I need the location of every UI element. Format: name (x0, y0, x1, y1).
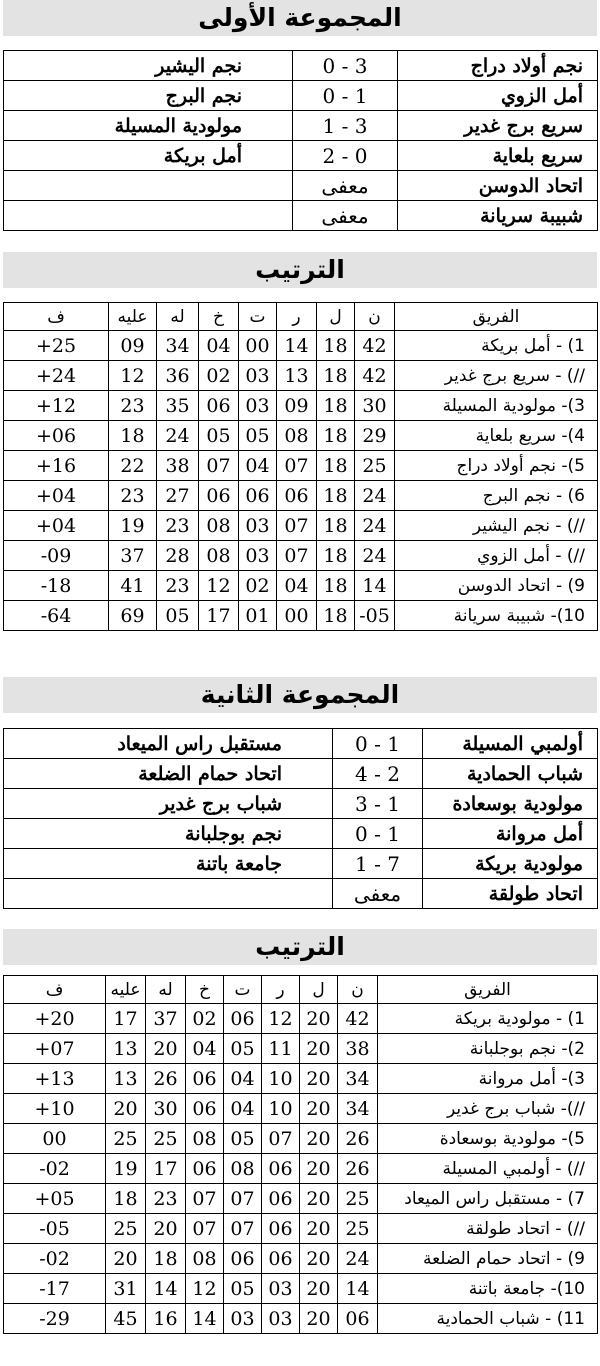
stat-cell: 06 (262, 1154, 300, 1184)
stat-cell: 17 (106, 1004, 146, 1034)
stat-cell: 18- (4, 571, 109, 601)
stat-cell: 06 (186, 1154, 224, 1184)
stat-cell: 04 (186, 1034, 224, 1064)
stat-cell: 14 (186, 1304, 224, 1334)
standings-row (4, 1094, 598, 1124)
team-name: 3)- مولودية المسيلة (395, 391, 598, 421)
column-header: ل (300, 976, 338, 1004)
standings-row (4, 1244, 598, 1274)
stat-cell: 36 (157, 361, 199, 391)
group2-standings-title: الترتيب (3, 929, 597, 965)
stat-cell: 06 (262, 1244, 300, 1274)
stat-cell: 18 (317, 511, 355, 541)
stat-cell: 08 (277, 421, 317, 451)
stat-cell: 09- (4, 541, 109, 571)
stat-cell: 02 (239, 571, 277, 601)
stat-cell: 18 (317, 391, 355, 421)
away-team: نجم البرج (4, 81, 293, 111)
away-team (4, 201, 293, 231)
home-team: سريع بلعاية (398, 141, 598, 171)
stat-cell: 20 (300, 1094, 338, 1124)
match-score: معفى (293, 171, 398, 201)
stat-cell: 30 (355, 391, 395, 421)
standings-row (4, 421, 598, 451)
stat-cell: 09 (277, 391, 317, 421)
away-team: شباب برج غدير (4, 789, 333, 819)
stat-cell: 35 (157, 391, 199, 421)
stat-cell: 16+ (4, 451, 109, 481)
standings-row (4, 1304, 598, 1334)
match-score: 3 - 1 (293, 111, 398, 141)
stat-cell: 25 (338, 1214, 378, 1244)
column-header: ف (4, 976, 106, 1004)
stat-cell: 03 (239, 511, 277, 541)
stat-cell: 04 (239, 451, 277, 481)
result-row (4, 171, 598, 201)
stat-cell: 06 (186, 1094, 224, 1124)
stat-cell: 23 (109, 391, 157, 421)
stat-cell: 23 (146, 1184, 186, 1214)
result-row (4, 789, 598, 819)
away-team: مستقبل راس الميعاد (4, 729, 333, 759)
stat-cell: 18 (317, 331, 355, 361)
stat-cell: 06 (338, 1304, 378, 1334)
group1-results-table (3, 50, 598, 231)
stat-cell: 03 (262, 1274, 300, 1304)
stat-cell: 25 (355, 451, 395, 481)
column-header: خ (186, 976, 224, 1004)
stat-cell: 18 (317, 541, 355, 571)
team-name: 5)- نجم أولاد دراج (395, 451, 598, 481)
stat-cell: 09 (109, 331, 157, 361)
stat-cell: 02 (186, 1004, 224, 1034)
result-row (4, 819, 598, 849)
stat-cell: 18 (317, 421, 355, 451)
stat-cell: 18 (317, 481, 355, 511)
standings-row (4, 391, 598, 421)
home-team: شبيبة سريانة (398, 201, 598, 231)
stat-cell: 05- (4, 1214, 106, 1244)
stat-cell: 20 (300, 1184, 338, 1214)
stat-cell: 20 (300, 1244, 338, 1274)
team-name: 11) - شباب الحمادية (378, 1304, 598, 1334)
group1-standings-table (3, 302, 598, 631)
home-team: أمل الزوي (398, 81, 598, 111)
column-header: ت (239, 303, 277, 331)
stat-cell: 16 (146, 1304, 186, 1334)
stat-cell: 18 (146, 1244, 186, 1274)
column-header: عليه (106, 976, 146, 1004)
group2-standings-table (3, 975, 598, 1334)
standings-row (4, 1154, 598, 1184)
match-score: 1 - 0 (293, 81, 398, 111)
standings-row (4, 1274, 598, 1304)
stat-cell: 06 (262, 1214, 300, 1244)
stat-cell: 38 (338, 1034, 378, 1064)
stat-cell: 41 (109, 571, 157, 601)
stat-cell: 45 (106, 1304, 146, 1334)
stat-cell: 19 (109, 511, 157, 541)
stat-cell: 25 (338, 1184, 378, 1214)
stat-cell: 17 (199, 601, 239, 631)
home-team: أمل مروانة (423, 819, 598, 849)
stat-cell: 07 (277, 541, 317, 571)
stat-cell: 24 (355, 541, 395, 571)
column-header: ر (277, 303, 317, 331)
stat-cell: 24 (338, 1244, 378, 1274)
stat-cell: 34 (157, 331, 199, 361)
stat-cell: 00 (277, 601, 317, 631)
stat-cell: 07 (277, 511, 317, 541)
result-row (4, 849, 598, 879)
team-name: //) - نجم اليشير (395, 511, 598, 541)
away-team: جامعة باتنة (4, 849, 333, 879)
result-row (4, 879, 598, 909)
stat-cell: 14 (355, 571, 395, 601)
stat-cell: 04 (199, 331, 239, 361)
stat-cell: 19 (106, 1154, 146, 1184)
column-header: ل (317, 303, 355, 331)
stat-cell: 25 (106, 1214, 146, 1244)
stat-cell: 20 (300, 1124, 338, 1154)
stat-cell: 07 (186, 1184, 224, 1214)
standings-row (4, 331, 598, 361)
column-header: عليه (109, 303, 157, 331)
stat-cell: 28 (157, 541, 199, 571)
away-team: نجم اليشير (4, 51, 293, 81)
stat-cell: 01 (239, 601, 277, 631)
column-header: خ (199, 303, 239, 331)
match-score: معفى (333, 879, 423, 909)
away-team (4, 879, 333, 909)
stat-cell: 24 (355, 511, 395, 541)
stat-cell: 07 (186, 1214, 224, 1244)
stat-cell: 38 (157, 451, 199, 481)
stat-cell: 26 (338, 1154, 378, 1184)
team-name: 1) - أمل بريكة (395, 331, 598, 361)
team-name: //)- شباب برج غدير (378, 1094, 598, 1124)
standings-row (4, 1064, 598, 1094)
stat-cell: 34 (338, 1064, 378, 1094)
team-name: 5)- مولودية بوسعادة (378, 1124, 598, 1154)
stat-cell: 12 (262, 1004, 300, 1034)
stat-cell: 24+ (4, 361, 109, 391)
stat-cell: 37 (146, 1004, 186, 1034)
stat-cell: 23 (157, 511, 199, 541)
stat-cell: 07+ (4, 1034, 106, 1064)
standings-row (4, 1214, 598, 1244)
stat-cell: 34 (338, 1094, 378, 1124)
stat-cell: 18 (317, 601, 355, 631)
column-header: الفريق (378, 976, 598, 1004)
stat-cell: 17 (146, 1154, 186, 1184)
stat-cell: 17- (4, 1274, 106, 1304)
stat-cell: 05 (224, 1274, 262, 1304)
stat-cell: 05- (355, 601, 395, 631)
home-team: مولودية بوسعادة (423, 789, 598, 819)
stat-cell: 42 (338, 1004, 378, 1034)
group2-title: المجموعة الثانية (3, 677, 597, 713)
standings-row (4, 481, 598, 511)
match-score: 0 - 2 (293, 141, 398, 171)
team-name: 9) - اتحاد الدوسن (395, 571, 598, 601)
stat-cell: 13 (106, 1064, 146, 1094)
stat-cell: 06 (199, 391, 239, 421)
stat-cell: 10 (262, 1064, 300, 1094)
result-row (4, 729, 598, 759)
standings-row (4, 1004, 598, 1034)
stat-cell: 20 (146, 1034, 186, 1064)
away-team: اتحاد حمام الضلعة (4, 759, 333, 789)
stat-cell: 12 (109, 361, 157, 391)
match-score: 7 - 1 (333, 849, 423, 879)
stat-cell: 05 (224, 1034, 262, 1064)
stat-cell: 03 (224, 1304, 262, 1334)
stat-cell: 06 (199, 481, 239, 511)
result-row (4, 51, 598, 81)
team-name: //) - أولمبي المسيلة (378, 1154, 598, 1184)
group1-standings (3, 302, 597, 631)
stat-cell: 05 (157, 601, 199, 631)
stat-cell: 18 (317, 361, 355, 391)
match-score: 1 - 3 (333, 789, 423, 819)
group2-results-table (3, 728, 598, 909)
standings-row (4, 1124, 598, 1154)
standings-row (4, 511, 598, 541)
stat-cell: 07 (277, 451, 317, 481)
stat-cell: 03 (262, 1304, 300, 1334)
group1-title: المجموعة الأولى (3, 0, 597, 36)
stat-cell: 05 (239, 421, 277, 451)
result-row (4, 111, 598, 141)
stat-cell: 24 (157, 421, 199, 451)
stat-cell: 07 (262, 1124, 300, 1154)
team-name: 7) - مستقبل راس الميعاد (378, 1184, 598, 1214)
home-team: شباب الحمادية (423, 759, 598, 789)
stat-cell: 03 (239, 361, 277, 391)
stat-cell: 20 (300, 1004, 338, 1034)
stat-cell: 13 (106, 1034, 146, 1064)
stat-cell: 22 (109, 451, 157, 481)
stat-cell: 20 (300, 1064, 338, 1094)
stat-cell: 18 (106, 1184, 146, 1214)
stat-cell: 05+ (4, 1184, 106, 1214)
stat-cell: 20 (300, 1154, 338, 1184)
group1-standings-header (3, 252, 597, 288)
stat-cell: 04 (277, 571, 317, 601)
team-name: 1) - مولودية بريكة (378, 1004, 598, 1034)
standings-header-row (4, 976, 598, 1004)
stat-cell: 20 (300, 1034, 338, 1064)
stat-cell: 03 (239, 541, 277, 571)
stat-cell: 08 (186, 1244, 224, 1274)
stat-cell: 37 (109, 541, 157, 571)
standings-row (4, 451, 598, 481)
home-team: سريع برج غدير (398, 111, 598, 141)
away-team: مولودية المسيلة (4, 111, 293, 141)
group2-standings-header (3, 929, 597, 965)
stat-cell: 29 (355, 421, 395, 451)
team-name: 2)- نجم بوجلبانة (378, 1034, 598, 1064)
stat-cell: 42 (355, 361, 395, 391)
team-name: //) - اتحاد طولقة (378, 1214, 598, 1244)
column-header: له (146, 976, 186, 1004)
stat-cell: 08 (224, 1154, 262, 1184)
stat-cell: 20 (300, 1214, 338, 1244)
stat-cell: 20 (300, 1274, 338, 1304)
match-score: 2 - 4 (333, 759, 423, 789)
result-row (4, 141, 598, 171)
column-header: له (157, 303, 199, 331)
stat-cell: 12+ (4, 391, 109, 421)
away-team: أمل بريكة (4, 141, 293, 171)
stat-cell: 23 (157, 571, 199, 601)
stat-cell: 04 (224, 1064, 262, 1094)
stat-cell: 10+ (4, 1094, 106, 1124)
column-header: ر (262, 976, 300, 1004)
stat-cell: 08 (199, 511, 239, 541)
stat-cell: 42 (355, 331, 395, 361)
team-name: 10)- جامعة باتنة (378, 1274, 598, 1304)
result-row (4, 201, 598, 231)
stat-cell: 25 (106, 1124, 146, 1154)
stat-cell: 12 (186, 1274, 224, 1304)
stat-cell: 69 (109, 601, 157, 631)
away-team (4, 171, 293, 201)
stat-cell: 06 (186, 1064, 224, 1094)
result-row (4, 81, 598, 111)
stat-cell: 05 (199, 421, 239, 451)
stat-cell: 18 (109, 421, 157, 451)
match-score: 1 - 0 (333, 819, 423, 849)
column-header: ت (224, 976, 262, 1004)
standings-row (4, 361, 598, 391)
column-header: ن (338, 976, 378, 1004)
home-team: اتحاد الدوسن (398, 171, 598, 201)
stat-cell: 13+ (4, 1064, 106, 1094)
group1-section (3, 0, 597, 36)
stat-cell: 64- (4, 601, 109, 631)
stat-cell: 25 (146, 1124, 186, 1154)
stat-cell: 08 (186, 1124, 224, 1154)
stat-cell: 04+ (4, 481, 109, 511)
group2-standings (3, 975, 597, 1334)
team-name: 6) - نجم البرج (395, 481, 598, 511)
home-team: نجم أولاد دراج (398, 51, 598, 81)
team-name: //) - أمل الزوي (395, 541, 598, 571)
stat-cell: 29- (4, 1304, 106, 1334)
stat-cell: 20+ (4, 1004, 106, 1034)
result-row (4, 759, 598, 789)
group2-section (3, 677, 597, 713)
stat-cell: 20 (146, 1214, 186, 1244)
column-header: ف (4, 303, 109, 331)
home-team: اتحاد طولقة (423, 879, 598, 909)
stat-cell: 05 (224, 1124, 262, 1154)
home-team: أولمبي المسيلة (423, 729, 598, 759)
stat-cell: 20 (106, 1094, 146, 1124)
stat-cell: 26 (338, 1124, 378, 1154)
stat-cell: 07 (224, 1184, 262, 1214)
stat-cell: 14 (146, 1274, 186, 1304)
stat-cell: 20 (106, 1244, 146, 1274)
stat-cell: 30 (146, 1094, 186, 1124)
stat-cell: 03 (239, 391, 277, 421)
stat-cell: 31 (106, 1274, 146, 1304)
stat-cell: 12 (199, 571, 239, 601)
column-header: الفريق (395, 303, 598, 331)
standings-row (4, 1034, 598, 1064)
stat-cell: 00 (4, 1124, 106, 1154)
column-header: ن (355, 303, 395, 331)
standings-row (4, 1184, 598, 1214)
match-score: 1 - 0 (333, 729, 423, 759)
standings-header-row (4, 303, 598, 331)
stat-cell: 08 (199, 541, 239, 571)
stat-cell: 06 (224, 1004, 262, 1034)
stat-cell: 11 (262, 1034, 300, 1064)
match-score: معفى (293, 201, 398, 231)
stat-cell: 00 (239, 331, 277, 361)
stat-cell: 02 (199, 361, 239, 391)
away-team: نجم بوجلبانة (4, 819, 333, 849)
stat-cell: 23 (109, 481, 157, 511)
stat-cell: 06+ (4, 421, 109, 451)
stat-cell: 07 (224, 1214, 262, 1244)
stat-cell: 20 (300, 1304, 338, 1334)
team-name: 4)- سريع بلعاية (395, 421, 598, 451)
group2-results (3, 728, 597, 909)
standings-row (4, 571, 598, 601)
team-name: 9) - اتحاد حمام الضلعة (378, 1244, 598, 1274)
stat-cell: 26 (146, 1064, 186, 1094)
stat-cell: 27 (157, 481, 199, 511)
stat-cell: 14 (338, 1274, 378, 1304)
stat-cell: 06 (277, 481, 317, 511)
stat-cell: 06 (239, 481, 277, 511)
standings-row (4, 601, 598, 631)
team-name: 10)- شبيبة سريانة (395, 601, 598, 631)
team-name: 3)- أمل مروانة (378, 1064, 598, 1094)
stat-cell: 02- (4, 1154, 106, 1184)
stat-cell: 18 (317, 451, 355, 481)
standings-row (4, 541, 598, 571)
group1-results (3, 50, 597, 231)
stat-cell: 04+ (4, 511, 109, 541)
stat-cell: 13 (277, 361, 317, 391)
stat-cell: 18 (317, 571, 355, 601)
stat-cell: 06 (224, 1244, 262, 1274)
stat-cell: 10 (262, 1094, 300, 1124)
stat-cell: 14 (277, 331, 317, 361)
team-name: //) - سريع برج غدير (395, 361, 598, 391)
stat-cell: 07 (199, 451, 239, 481)
stat-cell: 04 (224, 1094, 262, 1124)
stat-cell: 06 (262, 1184, 300, 1214)
stat-cell: 02- (4, 1244, 106, 1274)
stat-cell: 25+ (4, 331, 109, 361)
stat-cell: 24 (355, 481, 395, 511)
group1-standings-title: الترتيب (3, 252, 597, 288)
match-score: 3 - 0 (293, 51, 398, 81)
home-team: مولودية بريكة (423, 849, 598, 879)
